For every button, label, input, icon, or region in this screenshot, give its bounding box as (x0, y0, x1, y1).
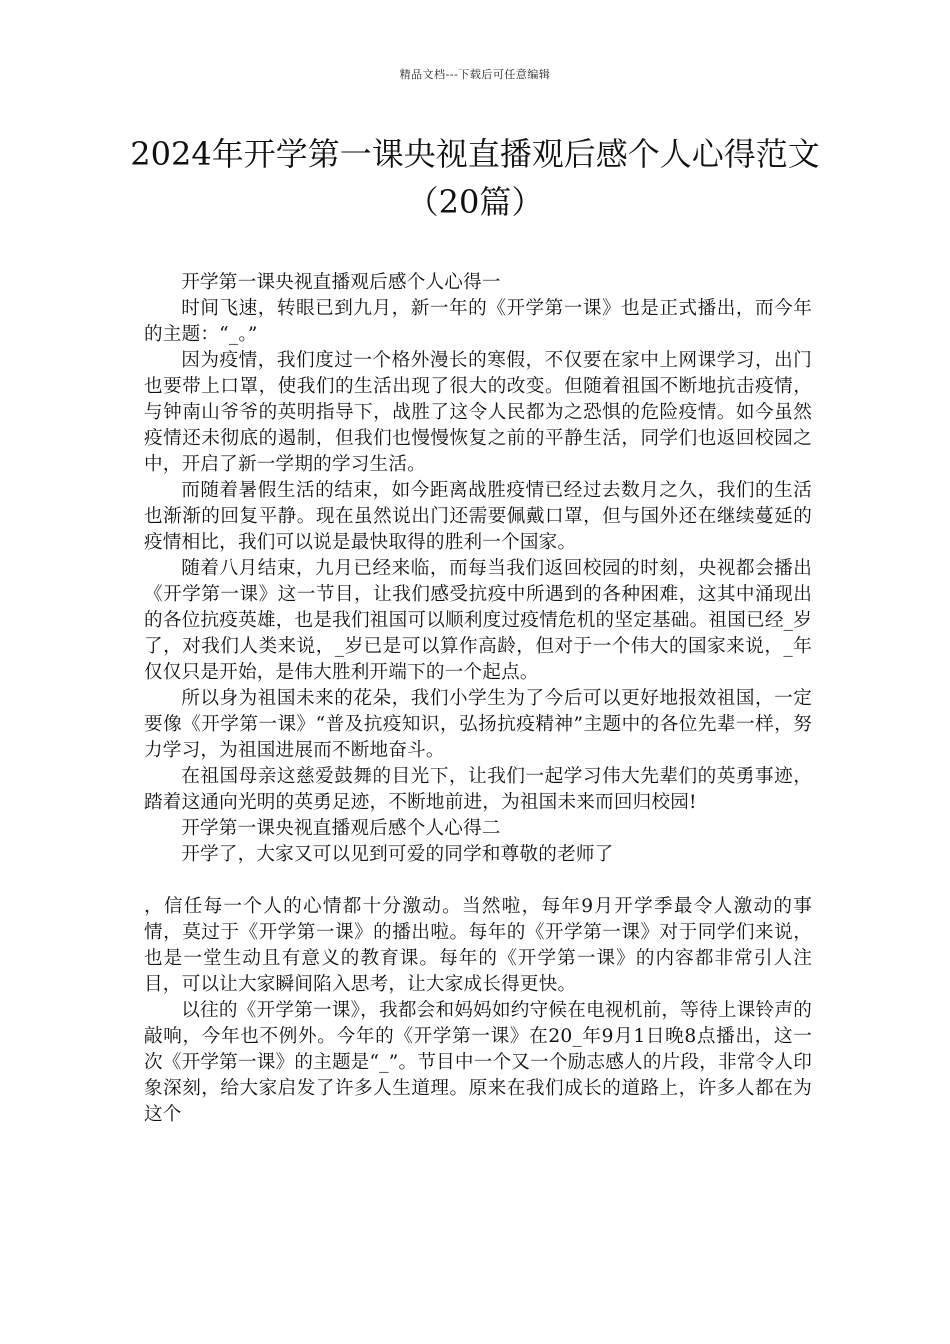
page-header: 精品文档---下载后可任意编辑 (399, 68, 551, 81)
paragraph: 时间飞速，转眼已到九月，新一年的《开学第一课》也是正式播出，而今年的主题：“_。” (144, 298, 812, 345)
paragraph: 在祖国母亲这慈爱鼓舞的目光下，让我们一起学习伟大先辈们的英勇事迹，踏着这通向光明的英勇足迹，不断地前进，为祖国未来而回归校园! (144, 766, 812, 813)
paragraph: 以往的《开学第一课》，我都会和妈妈如约守候在电视机前，等待上课铃声的敲响，今年也不例外。今年的《开学第一课》在20_年9月1日晚8点播出，这一次《开学第一课》的主题是“_”。节目中一个又一个励志感人的片段，非常令人印象深刻，给大家启发了许多人生道理。原来在我们成长的道路上，许多人都在为这个 (144, 1000, 812, 1125)
paragraph: 所以身为祖国未来的花朵，我们小学生为了今后可以更好地报效祖国，一定要像《开学第一课》“普及抗疫知识，弘扬抗疫精神”主题中的各位先辈一样，努力学习，为祖国进展而不断地奋斗。 (144, 688, 812, 761)
document-body (144, 270, 812, 1128)
section-heading-1: 开学第一课央视直播观后感个人心得一 (181, 272, 501, 293)
paragraph: ，信任每一个人的心情都十分激动。当然啦，每年9月开学季最令人激动的事情，莫过于《开学第一课》的播出啦。每年的《开学第一课》对于同学们来说，也是一堂生动且有意义的教育课。每年的《开学第一课》的内容都非常引人注目，可以让大家瞬间陷入思考，让大家成长得更快。 (144, 896, 812, 995)
paragraph: 因为疫情，我们度过一个格外漫长的寒假，不仅要在家中上网课学习，出门也要带上口罩，使我们的生活出现了很大的改变。但随着祖国不断地抗击疫情，与钟南山爷爷的英明指导下，战胜了这令人民都为之恐惧的危险疫情。如今虽然疫情还未彻底的遏制，但我们也慢慢恢复之前的平静生活，同学们也返回校园之中，开启了新一学期的学习生活。 (144, 350, 812, 475)
paragraph: 随着八月结束，九月已经来临，而每当我们返回校园的时刻，央视都会播出《开学第一课》这一节目，让我们感受抗疫中所遇到的各种困难，这其中涌现出的各位抗疫英雄，也是我们祖国可以顺利度过疫情危机的坚定基础。祖国已经_岁了，对我们人类来说，_岁已是可以算作高龄，但对于一个伟大的国家来说，_年仅仅只是开始，是伟大胜利开端下的一个起点。 (144, 558, 812, 683)
paragraph: 而随着暑假生活的结束，如今距离战胜疫情已经过去数月之久，我们的生活也渐渐的回复平静。现在虽然说出门还需要佩戴口罩，但与国外还在继续蔓延的疫情相比，我们可以说是最快取得的胜利一个国家。 (144, 480, 812, 553)
section-heading-2: 开学第一课央视直播观后感个人心得二 (181, 818, 501, 839)
document-title: 2024年开学第一课央视直播观后感个人心得范文（20篇） (130, 135, 820, 221)
paragraph: 开学了，大家又可以见到可爱的同学和尊敬的老师了 (181, 844, 614, 865)
blank-line (144, 868, 812, 894)
